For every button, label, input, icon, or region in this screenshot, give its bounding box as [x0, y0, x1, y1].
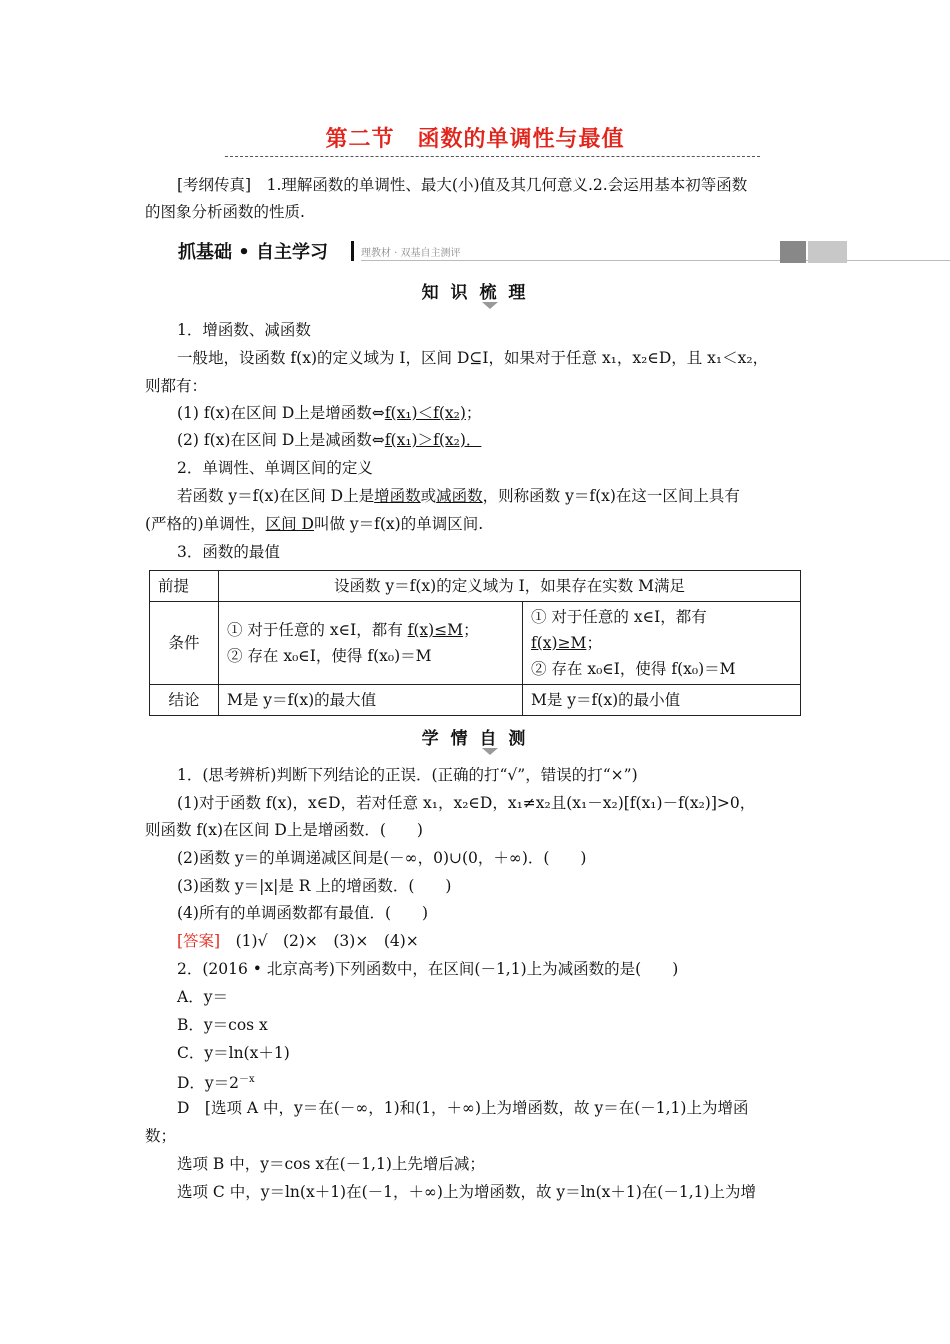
extremum-table [149, 570, 801, 716]
item2-answer: f(x₁)＞f(x₂)． [384, 431, 482, 449]
table-cell-condition-label: 条件 [150, 602, 219, 685]
table-row [150, 602, 801, 685]
syllabus-line1 [177, 172, 747, 198]
min-cond1-answer: f(x)≥M [531, 634, 587, 652]
knowledge-heading: 知 识 梳 理 [421, 283, 529, 303]
table-cell-premise: 设函数 y＝f(x)的定义域为 I，如果存在实数 M满足 [219, 571, 801, 602]
p2-answer-2: 减函数 [436, 487, 483, 505]
table-cell-condition-min [523, 602, 801, 685]
answer-tag: [答案] [177, 932, 221, 950]
option-d-exponent: －x [239, 1074, 255, 1085]
min-condition-1: ① 对于任意的 x∈I，都有 [531, 608, 707, 626]
item1-text: (1) f(x)在区间 D上是增函数⇔ [177, 404, 385, 422]
q2-option-d [177, 1067, 255, 1096]
p2-text-b: 或 [420, 487, 437, 505]
knowledge-p2-title: 2．单调性、单调区间的定义 [177, 459, 373, 477]
section-dark-block [780, 241, 806, 263]
section-subtitle: 理教材 · 双基自主测评 [361, 248, 461, 259]
item1-answer: f(x₁)＜f(x₂) [384, 404, 466, 422]
knowledge-p3-title: 3．函数的最值 [177, 543, 280, 561]
min-cond1-end: ； [586, 634, 602, 652]
max-cond1-end: ； [463, 621, 479, 639]
heading-arrow-icon [482, 748, 498, 755]
heading-arrow-icon [482, 302, 498, 309]
max-condition-1 [227, 617, 514, 643]
max-cond1-text: ① 对于任意的 x∈I，都有 [227, 621, 408, 639]
title-divider [225, 156, 760, 157]
q1-answer [177, 928, 419, 954]
syllabus-tag: [考纲传真] [177, 176, 252, 194]
max-cond1-answer: f(x)≤M [407, 621, 464, 639]
p2-text-c: ，则称函数 y＝f(x)在这一区间上具有 [482, 487, 740, 505]
knowledge-p1-item2 [177, 427, 481, 453]
syllabus-text-1: 1.理解函数的单调性、最大(小)值及其几何意义.2.会运用基本初等函数 [266, 176, 748, 194]
q1-item1-line1: (1)对于函数 f(x)，x∈D，若对任意 x₁，x₂∈D，x₁≠x₂且(x₁－x₂)[f(x₁)－f(x₂)]>0， [177, 794, 756, 812]
table-row [150, 571, 801, 602]
p2-answer-1: 增函数 [374, 487, 421, 505]
q1-item1-line2: 则函数 f(x)在区间 D上是增函数．( ) [145, 821, 423, 839]
answer-text: (1)√ (2)× (3)× (4)× [220, 932, 419, 950]
q1-item3: (3)函数 y＝|x|是 R 上的增函数．( ) [177, 877, 452, 895]
max-condition-2: ② 存在 x₀∈I，使得 f(x₀)＝M [227, 647, 432, 665]
p2-answer-3: 区间 D [265, 515, 314, 533]
q2-solution-line3: 选项 C 中，y＝ln(x＋1)在(－1，＋∞)上为增函数，故 y＝ln(x＋1)在(－1,1)上为增 [177, 1183, 757, 1201]
table-cell-conclusion-min: M是 y＝f(x)的最小值 [523, 685, 801, 716]
item1-end: ； [465, 404, 482, 422]
q2-solution-line2: 选项 B 中，y＝cos x在(－1,1)上先增后减； [177, 1155, 485, 1173]
selftest-heading: 学 情 自 测 [421, 729, 529, 749]
q1-item4: (4)所有的单调函数都有最值．( ) [177, 904, 429, 922]
section-bar [175, 238, 847, 264]
q2-option-b: B．y＝cos x [177, 1016, 268, 1034]
q2-option-c: C．y＝ln(x＋1) [177, 1044, 290, 1062]
q2-option-a: A．y＝ [177, 988, 228, 1006]
q1-title: 1．(思考辨析)判断下列结论的正误．(正确的打“√”，错误的打“×”) [177, 766, 638, 784]
section-title: 抓基础 • 自主学习 [178, 242, 329, 263]
q1-item2: (2)函数 y＝的单调递减区间是(－∞，0)∪(0，＋∞)．( ) [177, 849, 587, 867]
p2-text-e: 叫做 y＝f(x)的单调区间. [313, 515, 484, 533]
table-cell-conclusion-max: M是 y＝f(x)的最大值 [219, 685, 523, 716]
knowledge-p1-item1 [177, 400, 481, 426]
min-condition-1b [531, 630, 792, 656]
knowledge-p1-line1: 一般地，设函数 f(x)的定义域为 I，区间 D⊆I，如果对于任意 x₁，x₂∈D，且 x₁＜x₂， [177, 349, 769, 367]
knowledge-p2-line1 [177, 483, 740, 509]
table-cell-condition-max [219, 602, 523, 685]
knowledge-p1-title: 1．增函数、减函数 [177, 321, 311, 339]
section-underline [361, 260, 950, 261]
p2-text-d: (严格的)单调性， [145, 515, 266, 533]
syllabus-line2: 的图象分析函数的性质. [145, 203, 305, 221]
item2-text: (2) f(x)在区间 D上是减函数⇔ [177, 431, 385, 449]
page-title: 第二节 函数的单调性与最值 [325, 127, 625, 152]
section-light-block [808, 241, 847, 263]
table-row [150, 685, 801, 716]
p2-text-a: 若函数 y＝f(x)在区间 D上是 [177, 487, 375, 505]
table-cell-premise-label: 前提 [150, 571, 219, 602]
q2-title: 2．(2016 • 北京高考)下列函数中，在区间(－1,1)上为减函数的是( ) [177, 960, 679, 978]
q2-solution-line1: D [选项 A 中，y＝在(－∞，1)和(1，＋∞)上为增函数，故 y＝在(－1,1)上为增函 [177, 1099, 749, 1117]
table-cell-conclusion-label: 结论 [150, 685, 219, 716]
section-separator [351, 241, 354, 261]
min-condition-2: ② 存在 x₀∈I，使得 f(x₀)＝M [531, 660, 736, 678]
knowledge-p2-line2 [145, 511, 483, 537]
knowledge-p1-line2: 则都有： [145, 377, 208, 395]
option-d-text: D．y＝2 [177, 1074, 240, 1093]
q2-solution-line1b: 数； [145, 1127, 177, 1145]
